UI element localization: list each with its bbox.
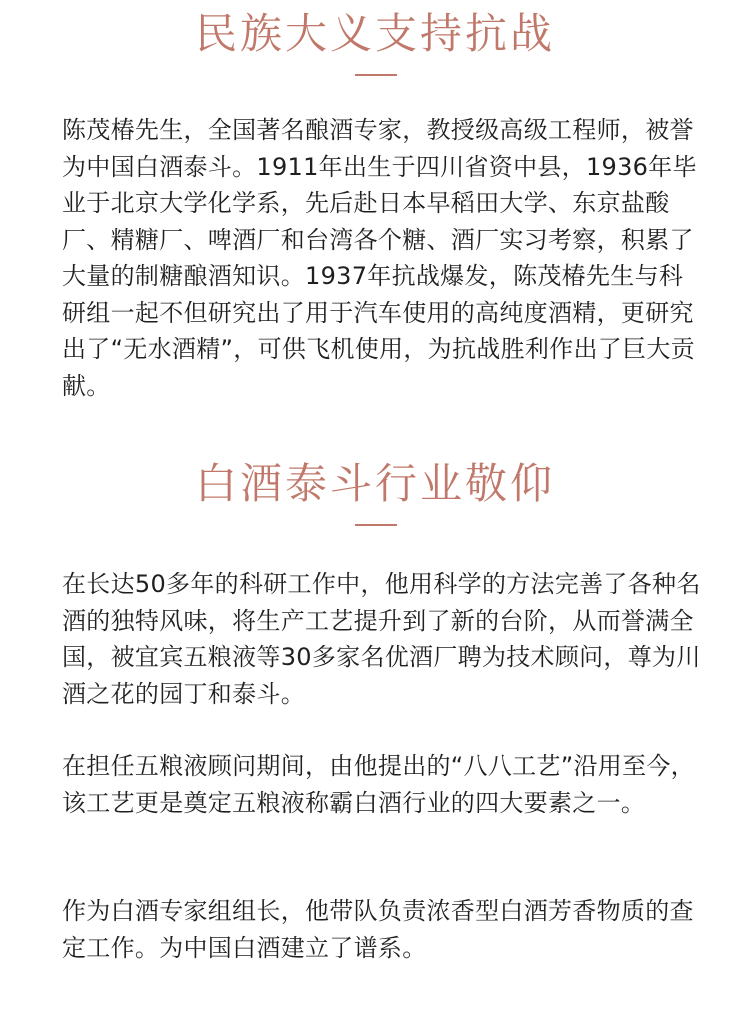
paragraph-expert-group: 作为白酒专家组组长，他带队负责浓香型白酒芳香物质的查定工作。为中国白酒建立了谱系。 [62,897,694,962]
section-title-industry-respect: 白酒泰斗行业敬仰 [194,459,555,508]
paragraph-biography: 陈茂椿先生，全国著名酿酒专家，教授级高级工程师，被誉为中国白酒泰斗。1911年出生于四川省资中县，1936年毕业于北京大学化学系，先后赴日本早稻田大学、东京盐酸厂、精糖厂、啤酒厂和台湾各个糖、酒厂实习考察，积累了大量的制糖酿酒知识。1937年抗战爆发，陈茂椿先生与科研组一起不但研究出了用于汽车使用的高纯度酒精，更研究出了“无水酒精”，可供飞机使用，为抗战胜利作出了巨大贡献。 [62,116,697,400]
paragraph-wuliangye-advisor: 在担任五粮液顾问期间，由他提出的“八八工艺”沿用至今，该工艺更是奠定五粮液称霸白酒行业的四大要素之一。 [62,752,695,817]
paragraph-research-career: 在长达50多年的科研工作中，他用科学的方法完善了各种名酒的独特风味，将生产工艺提升到了新的台阶，从而誉满全国，被宜宾五粮液等30多家名优酒厂聘为技术顾问，尊为川酒之花的园丁和泰斗。 [62,570,701,708]
title-divider [355,74,397,76]
title-divider [355,524,397,526]
section-title-war-support: 民族大义支持抗战 [194,9,555,58]
